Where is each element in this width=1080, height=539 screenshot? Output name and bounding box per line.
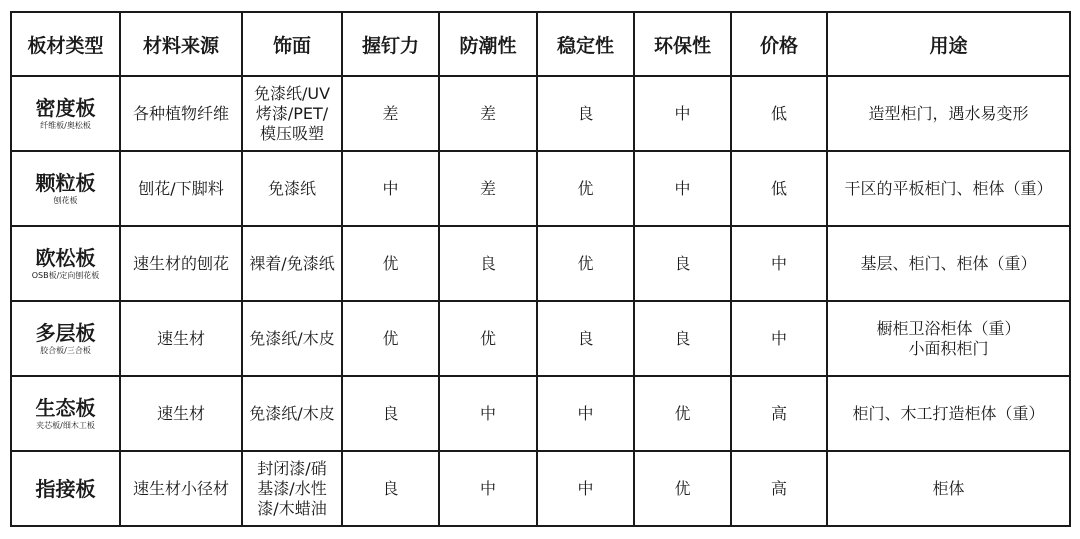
finish-cell-line: 模压吸塑	[259, 123, 324, 143]
material-source-cell: 速生材的刨花	[120, 226, 242, 301]
material-source-cell: 刨花/下脚料	[120, 151, 242, 226]
finish-cell-line: 基漆/水性	[257, 478, 327, 498]
moisture-resistance-cell: 中	[439, 376, 537, 451]
eco-cell: 良	[634, 301, 731, 376]
nail-holding-cell: 差	[342, 76, 439, 151]
board-type-cell	[11, 376, 120, 451]
finish-cell	[242, 451, 342, 526]
board-type-alias: 刨花板	[53, 196, 78, 205]
usage-cell-line: 柜门、木工打造柜体（重）	[852, 403, 1045, 423]
usage-cell-line: 基层、柜门、柜体（重）	[860, 253, 1037, 273]
board-type-name: 颗粒板	[35, 171, 96, 195]
board-type-alias: 胶合板/三合板	[40, 346, 91, 355]
header-row	[11, 12, 1070, 76]
header-finish: 饰面	[242, 12, 342, 76]
finish-cell-line: 烤漆/PET/	[255, 103, 329, 123]
board-type-alias: 纤维板/奥松板	[40, 121, 91, 130]
table-row	[11, 451, 1070, 526]
board-type-name: 指接板	[35, 476, 96, 501]
board-type-name: 密度板	[35, 96, 96, 120]
table-row	[11, 376, 1070, 451]
material-source-cell: 速生材小径材	[120, 451, 242, 526]
stability-cell: 良	[537, 76, 634, 151]
header-eco: 环保性	[634, 12, 731, 76]
usage-cell-line: 橱柜卫浴柜体（重）	[876, 318, 1021, 338]
price-cell: 高	[731, 376, 827, 451]
material-source-cell: 各种植物纤维	[120, 76, 242, 151]
header-board-type: 板材类型	[11, 12, 120, 76]
usage-cell	[827, 301, 1070, 376]
board-comparison-table	[10, 11, 1071, 527]
header-price: 价格	[731, 12, 827, 76]
header-moisture-resistance: 防潮性	[439, 12, 537, 76]
table-row	[11, 301, 1070, 376]
usage-cell-line: 造型柜门，遇水易变形	[868, 103, 1029, 123]
finish-cell-line: 裸着/免漆纸	[249, 253, 335, 273]
usage-cell	[827, 451, 1070, 526]
board-type-alias: OSB板/定向刨花板	[31, 271, 100, 280]
eco-cell: 优	[634, 451, 731, 526]
nail-holding-cell: 良	[342, 376, 439, 451]
table-body	[11, 76, 1070, 526]
nail-holding-cell: 优	[342, 226, 439, 301]
usage-cell	[827, 151, 1070, 226]
stability-cell: 良	[537, 301, 634, 376]
material-source-cell: 速生材	[120, 376, 242, 451]
finish-cell-line: 封闭漆/硝	[257, 458, 327, 478]
moisture-resistance-cell: 差	[439, 151, 537, 226]
board-type-name: 生态板	[35, 396, 96, 420]
header-nail-holding: 握钉力	[342, 12, 439, 76]
nail-holding-cell: 优	[342, 301, 439, 376]
price-cell: 低	[731, 151, 827, 226]
eco-cell: 中	[634, 76, 731, 151]
finish-cell	[242, 76, 342, 151]
board-type-cell	[11, 226, 120, 301]
stability-cell: 中	[537, 376, 634, 451]
header-usage: 用途	[827, 12, 1070, 76]
usage-cell	[827, 376, 1070, 451]
finish-cell-line: 免漆纸/木皮	[249, 403, 335, 423]
finish-cell	[242, 301, 342, 376]
price-cell: 高	[731, 451, 827, 526]
finish-cell	[242, 151, 342, 226]
header-stability: 稳定性	[537, 12, 634, 76]
moisture-resistance-cell: 差	[439, 76, 537, 151]
finish-cell-line: 免漆纸	[267, 178, 316, 198]
usage-cell-line: 柜体	[932, 478, 965, 498]
moisture-resistance-cell: 良	[439, 226, 537, 301]
finish-cell-line: 免漆纸/UV	[253, 83, 331, 103]
board-type-name: 欧松板	[35, 246, 96, 270]
price-cell: 中	[731, 226, 827, 301]
stability-cell: 优	[537, 151, 634, 226]
board-type-alias: 夹芯板/细木工板	[36, 421, 95, 430]
stability-cell: 中	[537, 451, 634, 526]
board-type-cell	[11, 301, 120, 376]
eco-cell: 中	[634, 151, 731, 226]
header-material-source: 材料来源	[120, 12, 242, 76]
usage-cell-line: 小面积柜门	[908, 338, 989, 358]
stability-cell: 优	[537, 226, 634, 301]
material-source-cell: 速生材	[120, 301, 242, 376]
board-type-name: 多层板	[35, 321, 96, 345]
nail-holding-cell: 中	[342, 151, 439, 226]
nail-holding-cell: 良	[342, 451, 439, 526]
finish-cell-line: 漆/木蜡油	[257, 498, 327, 518]
price-cell: 低	[731, 76, 827, 151]
board-type-cell	[11, 451, 120, 526]
finish-cell-line: 免漆纸/木皮	[249, 328, 335, 348]
eco-cell: 优	[634, 376, 731, 451]
usage-cell-line: 干区的平板柜门、柜体（重）	[844, 178, 1053, 198]
price-cell: 中	[731, 301, 827, 376]
finish-cell	[242, 376, 342, 451]
usage-cell	[827, 76, 1070, 151]
table-row	[11, 76, 1070, 151]
table-row	[11, 226, 1070, 301]
board-type-cell	[11, 76, 120, 151]
moisture-resistance-cell: 中	[439, 451, 537, 526]
usage-cell	[827, 226, 1070, 301]
moisture-resistance-cell: 优	[439, 301, 537, 376]
board-type-cell	[11, 151, 120, 226]
finish-cell	[242, 226, 342, 301]
table-row	[11, 151, 1070, 226]
eco-cell: 良	[634, 226, 731, 301]
